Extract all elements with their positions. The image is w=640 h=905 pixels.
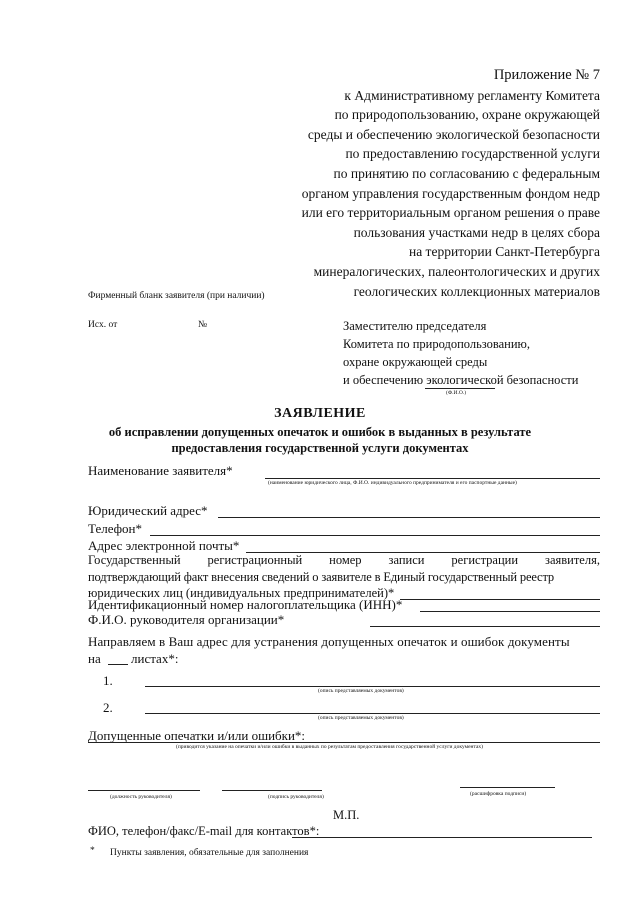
header-line: органом управления государственным фондом недр bbox=[301, 185, 600, 201]
addressee-fio-caption: (Ф.И.О.) bbox=[446, 390, 467, 396]
sheets-count-line[interactable] bbox=[108, 664, 128, 665]
document-item-line[interactable] bbox=[145, 686, 600, 687]
phone-label: Телефон* bbox=[88, 521, 143, 536]
document-item-number: 1. bbox=[103, 673, 113, 688]
addressee-line: и обеспечению экологической безопасности bbox=[343, 373, 579, 387]
head-fio-line[interactable] bbox=[370, 626, 600, 627]
header-line: к Административному регламенту Комитета bbox=[344, 87, 600, 103]
outgoing-number-label: № bbox=[198, 320, 208, 330]
outgoing-ref-label: Исх. от bbox=[88, 320, 118, 330]
ogrn-word: регистрационный bbox=[207, 553, 303, 567]
ogrn-line-1 bbox=[88, 553, 600, 568]
ogrn-word: регистрации bbox=[451, 553, 519, 567]
inn-line[interactable] bbox=[420, 611, 600, 612]
applicant-name-caption: (наименование юридического лица, Ф.И.О. индивидуального предпринимателя и его паспортные данные) bbox=[268, 480, 517, 486]
documents-na: на bbox=[88, 651, 101, 666]
contacts-line[interactable] bbox=[292, 837, 592, 838]
header-line: по природопользованию, охране окружающей bbox=[334, 107, 600, 123]
header-line: пользования участками недр в целях сбора bbox=[353, 224, 600, 240]
errors-line[interactable] bbox=[88, 742, 600, 743]
contacts-label: ФИО, телефон/факс/E-mail для контактов*: bbox=[88, 824, 320, 838]
header-line: геологических коллекционных материалов bbox=[353, 283, 600, 299]
footnote-mark: * bbox=[90, 846, 95, 856]
ogrn-line-3: юридических лиц (индивидуальных предпринимателей)* bbox=[88, 586, 395, 600]
appendix-number: Приложение № 7 bbox=[493, 67, 600, 83]
position-line[interactable] bbox=[88, 790, 200, 791]
header-line: среды и обеспечению экологической безопасности bbox=[307, 126, 600, 142]
decoding-caption: (расшифровка подписи) bbox=[470, 791, 527, 797]
legal-address-line[interactable] bbox=[218, 517, 600, 518]
ogrn-word: Государственный bbox=[88, 553, 181, 567]
header-line: на территории Санкт-Петербурга bbox=[408, 244, 600, 260]
signature-line[interactable] bbox=[222, 790, 322, 791]
addressee-fio-line bbox=[425, 388, 495, 389]
addressee-line: Заместителю председателя bbox=[343, 319, 487, 333]
ogrn-line[interactable] bbox=[400, 599, 600, 600]
phone-line[interactable] bbox=[150, 535, 600, 536]
addressee-line: Комитета по природопользованию, bbox=[343, 337, 531, 351]
document-subtitle-2: предоставления государственной услуги документах bbox=[171, 441, 469, 455]
header-line: по предоставлению государственной услуги bbox=[345, 146, 600, 162]
document-item-number: 2. bbox=[103, 700, 113, 715]
document-title: ЗАЯВЛЕНИЕ bbox=[274, 406, 366, 421]
ogrn-line-2: подтверждающий факт внесения сведений о заявителе в Единый государственный реестр bbox=[88, 570, 555, 584]
ogrn-word: записи bbox=[388, 553, 425, 567]
documents-sheets: листах*: bbox=[131, 651, 179, 666]
document-item-caption: (опись представляемых документов) bbox=[318, 715, 404, 721]
signature-caption: (подпись руководителя) bbox=[268, 794, 324, 800]
documents-intro: Направляем в Ваш адрес для устранения допущенных опечаток и ошибок документы bbox=[88, 634, 570, 649]
footnote-text: Пункты заявления, обязательные для заполнения bbox=[110, 848, 309, 858]
document-item-caption: (опись представляемых документов) bbox=[318, 688, 404, 694]
email-label: Адрес электронной почты* bbox=[88, 538, 240, 553]
inn-label: Идентификационный номер налогоплательщика (ИНН)* bbox=[88, 597, 403, 612]
ogrn-word: заявителя, bbox=[545, 553, 600, 567]
letterhead-label: Фирменный бланк заявителя (при наличии) bbox=[88, 291, 265, 301]
applicant-name-label: Наименование заявителя* bbox=[88, 463, 233, 478]
document-item-line[interactable] bbox=[145, 713, 600, 714]
legal-address-label: Юридический адрес* bbox=[88, 503, 208, 518]
header-line: по принятию по согласованию с федеральным bbox=[333, 165, 600, 181]
header-line: минералогических, палеонтологических и других bbox=[313, 263, 600, 279]
document-subtitle-1: об исправлении допущенных опечаток и ошибок в выданных в результате bbox=[108, 425, 532, 439]
decoding-line[interactable] bbox=[460, 787, 555, 788]
errors-caption: (приводится указание на опечатки и/или ошибки в выданных по результатам предоставления государственной услуги документах) bbox=[176, 744, 483, 750]
ogrn-word: номер bbox=[329, 553, 362, 567]
head-fio-label: Ф.И.О. руководителя организации* bbox=[88, 612, 285, 627]
addressee-block bbox=[343, 317, 578, 389]
appendix-header bbox=[302, 66, 600, 301]
header-line: или его территориальным органом решения о праве bbox=[301, 205, 600, 221]
applicant-name-line[interactable] bbox=[265, 478, 600, 479]
addressee-line: охране окружающей среды bbox=[343, 355, 488, 369]
stamp-place: М.П. bbox=[333, 808, 360, 822]
errors-label: Допущенные опечатки и/или ошибки*: bbox=[88, 728, 306, 743]
position-caption: (должность руководителя) bbox=[110, 794, 172, 800]
